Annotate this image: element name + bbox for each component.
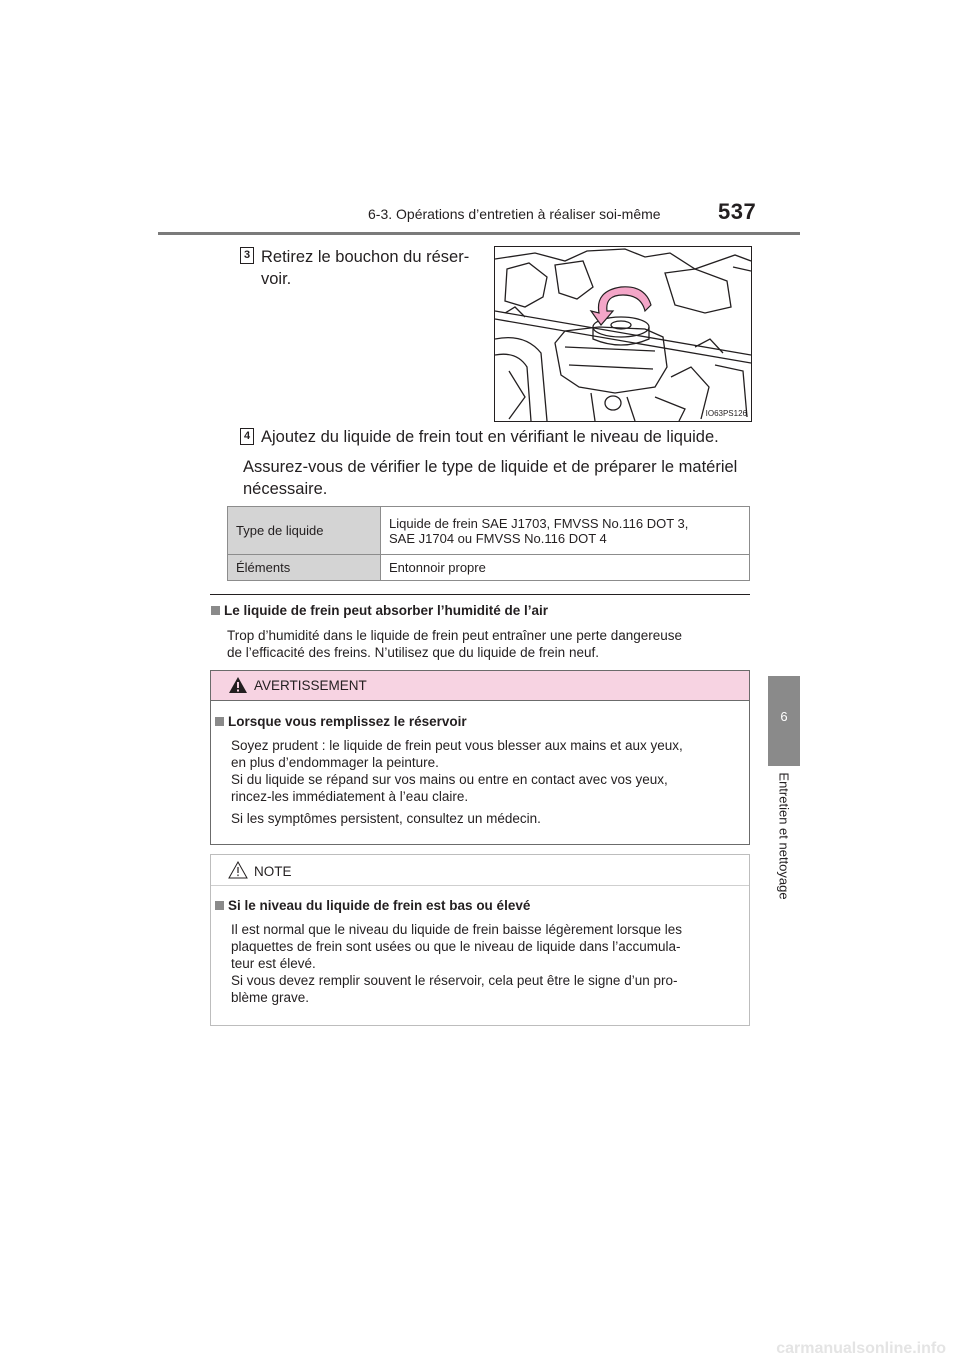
chapter-number: 6 bbox=[780, 709, 788, 724]
note-label: NOTE bbox=[254, 864, 292, 879]
brake-reservoir-illustration bbox=[494, 246, 752, 422]
table-row bbox=[228, 555, 750, 581]
rotate-arrow bbox=[591, 287, 651, 325]
warning-label: AVERTISSEMENT bbox=[254, 678, 367, 693]
warning-line-4: rincez-les immédiatement à l’eau claire. bbox=[231, 789, 469, 804]
note-line-2: plaquettes de frein sont usées ou que le niveau de liquide dans l’accumula- bbox=[231, 939, 681, 954]
step-4-number: 4 bbox=[240, 428, 254, 445]
info-line-1: Trop d’humidité dans le liquide de frein peut entraîner une perte dangereuse bbox=[227, 628, 683, 643]
warning-line-1: Soyez prudent : le liquide de frein peut vous blesser aux mains et aux yeux, bbox=[231, 738, 683, 753]
note-title: Si le niveau du liquide de frein est bas ou élevé bbox=[228, 898, 531, 913]
square-bullet-icon bbox=[215, 717, 224, 726]
step-3-text-line2: voir. bbox=[261, 270, 292, 288]
header-rule bbox=[158, 232, 800, 235]
note-line-5: blème grave. bbox=[231, 990, 310, 1005]
table-value-line: Liquide de frein SAE J1703, FMVSS No.116 DOT 3, bbox=[389, 515, 689, 531]
table-row bbox=[228, 507, 750, 555]
note-heading bbox=[215, 898, 530, 913]
warning-heading bbox=[215, 714, 467, 729]
warning-header bbox=[211, 671, 749, 701]
page-number: 537 bbox=[718, 199, 757, 224]
note-line-1: Il est normal que le niveau du liquide de frein baisse légèrement lorsque les bbox=[231, 922, 683, 937]
step-4-note-line2: nécessaire. bbox=[243, 480, 328, 498]
note-box bbox=[210, 854, 750, 1026]
table-value bbox=[381, 507, 750, 555]
section-divider bbox=[210, 594, 750, 595]
note-line-4: Si vous devez remplir souvent le réservoir, cela peut être le signe d’un pro- bbox=[231, 973, 678, 988]
step-3-number: 3 bbox=[240, 247, 254, 264]
step-4-text: Ajoutez du liquide de frein tout en vérifiant le niveau de liquide. bbox=[261, 428, 719, 446]
chapter-tab bbox=[768, 676, 800, 766]
step-3-text-line1: Retirez le bouchon du réser- bbox=[261, 248, 470, 266]
warning-last-line: Si les symptômes persistent, consultez un médecin. bbox=[231, 811, 541, 826]
square-bullet-icon bbox=[211, 606, 220, 615]
table-key: Éléments bbox=[228, 555, 381, 581]
warning-box bbox=[210, 670, 750, 845]
fluid-spec-table bbox=[227, 506, 750, 581]
warning-triangle-icon bbox=[228, 676, 248, 694]
watermark: carmanualsonline.info bbox=[776, 1340, 946, 1357]
note-header bbox=[211, 855, 749, 886]
illustration-code: IO63PS126 bbox=[705, 409, 747, 418]
info-title: Le liquide de frein peut absorber l’humidité de l’air bbox=[224, 603, 549, 618]
table-value-line: SAE J1704 ou FMVSS No.116 DOT 4 bbox=[389, 530, 607, 546]
info-line-2: de l’efficacité des freins. N’utilisez que du liquide de frein neuf. bbox=[227, 645, 599, 660]
chapter-title-vertical bbox=[768, 772, 800, 900]
table-value: Entonnoir propre bbox=[381, 555, 750, 581]
section-title: 6-3. Opérations d’entretien à réaliser soi-même bbox=[368, 206, 661, 222]
table-key: Type de liquide bbox=[228, 507, 381, 555]
step-4-note-line1: Assurez-vous de vérifier le type de liquide et de préparer le matériel bbox=[243, 458, 738, 476]
info-heading bbox=[211, 603, 548, 618]
warning-line-2: en plus d’endommager la peinture. bbox=[231, 755, 439, 770]
warning-title: Lorsque vous remplissez le réservoir bbox=[228, 714, 467, 729]
engine-bay-drawing bbox=[495, 247, 751, 421]
caution-triangle-icon bbox=[228, 861, 248, 879]
chapter-title: Entretien et nettoyage bbox=[776, 772, 792, 900]
warning-line-3: Si du liquide se répand sur vos mains ou entre en contact avec vos yeux, bbox=[231, 772, 668, 787]
note-line-3: teur est élevé. bbox=[231, 956, 316, 971]
square-bullet-icon bbox=[215, 901, 224, 910]
